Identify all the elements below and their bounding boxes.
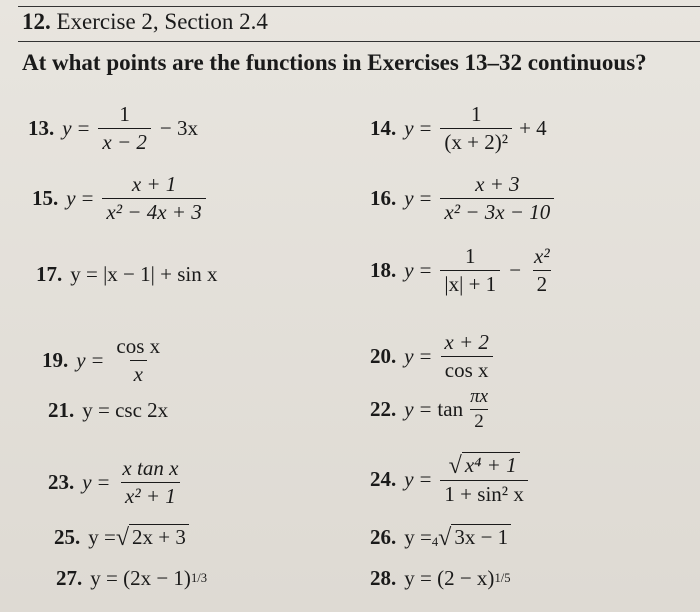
equals-sign: =: [91, 348, 104, 372]
radical-sign-icon: √: [115, 525, 130, 551]
numerator: cos x: [116, 334, 161, 358]
numerator: πx: [470, 386, 489, 407]
root-index: 4: [431, 535, 439, 549]
y-var: y: [404, 467, 414, 491]
expression: y = (2x − 1): [90, 566, 191, 590]
exercise-21: [48, 398, 168, 423]
exercise-23: [48, 456, 185, 509]
exercise-number: 28.: [370, 566, 397, 590]
exercise-number: 21.: [48, 398, 75, 422]
y-var: y: [404, 258, 414, 282]
numerator-root: [445, 452, 524, 480]
denominator: x² − 3x − 10: [440, 198, 554, 225]
numerator: x²: [534, 244, 550, 268]
fraction: [112, 334, 164, 387]
radical-sign-icon: √: [448, 453, 462, 479]
equals-sign: =: [419, 344, 432, 368]
exercise-16: [370, 172, 557, 225]
equals-sign: =: [419, 186, 432, 210]
denominator: |x| + 1: [440, 270, 500, 297]
y-var: y: [404, 397, 414, 421]
exercise-number: 25.: [54, 524, 81, 549]
exercise-number: 16.: [370, 186, 397, 210]
numerator: x tan x: [122, 456, 179, 480]
equals-sign: =: [419, 397, 432, 421]
minus-sign: −: [509, 258, 522, 282]
numerator: x + 1: [131, 172, 177, 196]
fraction: [440, 244, 500, 297]
denominator: x − 2: [98, 128, 151, 155]
exercise-number: 26.: [370, 524, 397, 549]
expression: y =: [88, 524, 116, 549]
denominator: x² + 1: [121, 482, 180, 509]
denominator: (x + 2)²: [440, 128, 512, 155]
equals-sign: =: [77, 116, 90, 140]
y-var: y: [66, 186, 76, 210]
square-root: [449, 452, 520, 478]
exercise-number: 18.: [370, 258, 397, 282]
exercise-22: [370, 386, 495, 433]
denominator: 2: [533, 270, 552, 297]
fourth-root: [432, 524, 511, 550]
exercise-number: 19.: [42, 348, 69, 372]
header-rule: [18, 41, 700, 42]
radicand: 3x − 1: [451, 524, 511, 550]
y-var: y: [62, 116, 72, 140]
exercise-number: 17.: [36, 262, 63, 286]
radicand: 2x + 3: [129, 524, 189, 550]
fraction: [440, 172, 554, 225]
y-var: y: [404, 186, 414, 210]
top-rule: [18, 6, 700, 7]
equals-sign: =: [419, 116, 432, 140]
numerator: x + 2: [444, 330, 489, 354]
expression: y = csc 2x: [82, 398, 169, 422]
numerator: 1: [119, 102, 130, 126]
fraction: [440, 330, 493, 383]
denominator: 1 + sin² x: [440, 480, 527, 507]
equals-sign: =: [97, 470, 110, 494]
section-header: [22, 9, 268, 35]
exercise-number: 20.: [370, 344, 397, 368]
exponent: 1/5: [494, 571, 511, 585]
numerator: 1: [465, 244, 476, 268]
exercise-14: [370, 102, 547, 155]
y-var: y: [404, 344, 414, 368]
denominator: x² − 4x + 3: [102, 198, 205, 225]
exercise-number: 15.: [32, 186, 59, 210]
fraction: [440, 102, 512, 155]
fraction-2: [530, 244, 554, 297]
exercise-number: 13.: [28, 116, 55, 140]
exercise-18: [370, 244, 557, 297]
exercise-13: [28, 102, 198, 155]
denominator: x: [130, 360, 147, 387]
denominator: 2: [470, 409, 488, 433]
function-name: tan: [437, 397, 464, 421]
expression: y =: [404, 524, 432, 549]
exercise-number: 14.: [370, 116, 397, 140]
header-number: 12.: [22, 9, 51, 34]
numerator: x + 3: [475, 172, 520, 196]
fraction: [102, 172, 205, 225]
question-text: At what points are the functions in Exercises 13–32 continuous?: [22, 50, 647, 75]
y-var: y: [76, 348, 86, 372]
exercise-15: [32, 172, 209, 225]
y-var: y: [404, 116, 414, 140]
equals-sign: =: [81, 186, 94, 210]
exercise-19: [42, 334, 167, 387]
fraction: [440, 452, 527, 507]
radicand: x⁴ + 1: [462, 452, 520, 478]
exercise-20: [370, 330, 496, 383]
exercise-27: [56, 566, 207, 591]
header-title: Exercise 2, Section 2.4: [56, 9, 268, 34]
equals-sign: =: [419, 258, 432, 282]
exercise-26: [370, 524, 511, 550]
fraction: [98, 102, 151, 155]
exercise-number: 27.: [56, 566, 83, 590]
exercise-number: 23.: [48, 470, 75, 494]
exercise-number: 24.: [370, 467, 397, 491]
radical-sign-icon: √: [438, 525, 452, 551]
exercise-number: 22.: [370, 397, 397, 421]
exponent: 1/3: [190, 571, 208, 585]
trailing-term: + 4: [519, 116, 547, 140]
equals-sign: =: [419, 467, 432, 491]
trailing-term: − 3x: [159, 116, 199, 140]
fraction: [466, 386, 492, 433]
y-var: y: [82, 470, 92, 494]
exercise-17: [36, 262, 217, 287]
exercise-28: [370, 566, 511, 591]
numerator: 1: [470, 102, 482, 126]
fraction: [118, 456, 182, 509]
exercise-24: [370, 452, 531, 507]
expression: y = (2 − x): [404, 566, 495, 590]
denominator: cos x: [441, 356, 493, 383]
exercise-25: [54, 524, 189, 550]
expression: y = |x − 1| + sin x: [70, 262, 218, 286]
square-root: [116, 524, 189, 550]
